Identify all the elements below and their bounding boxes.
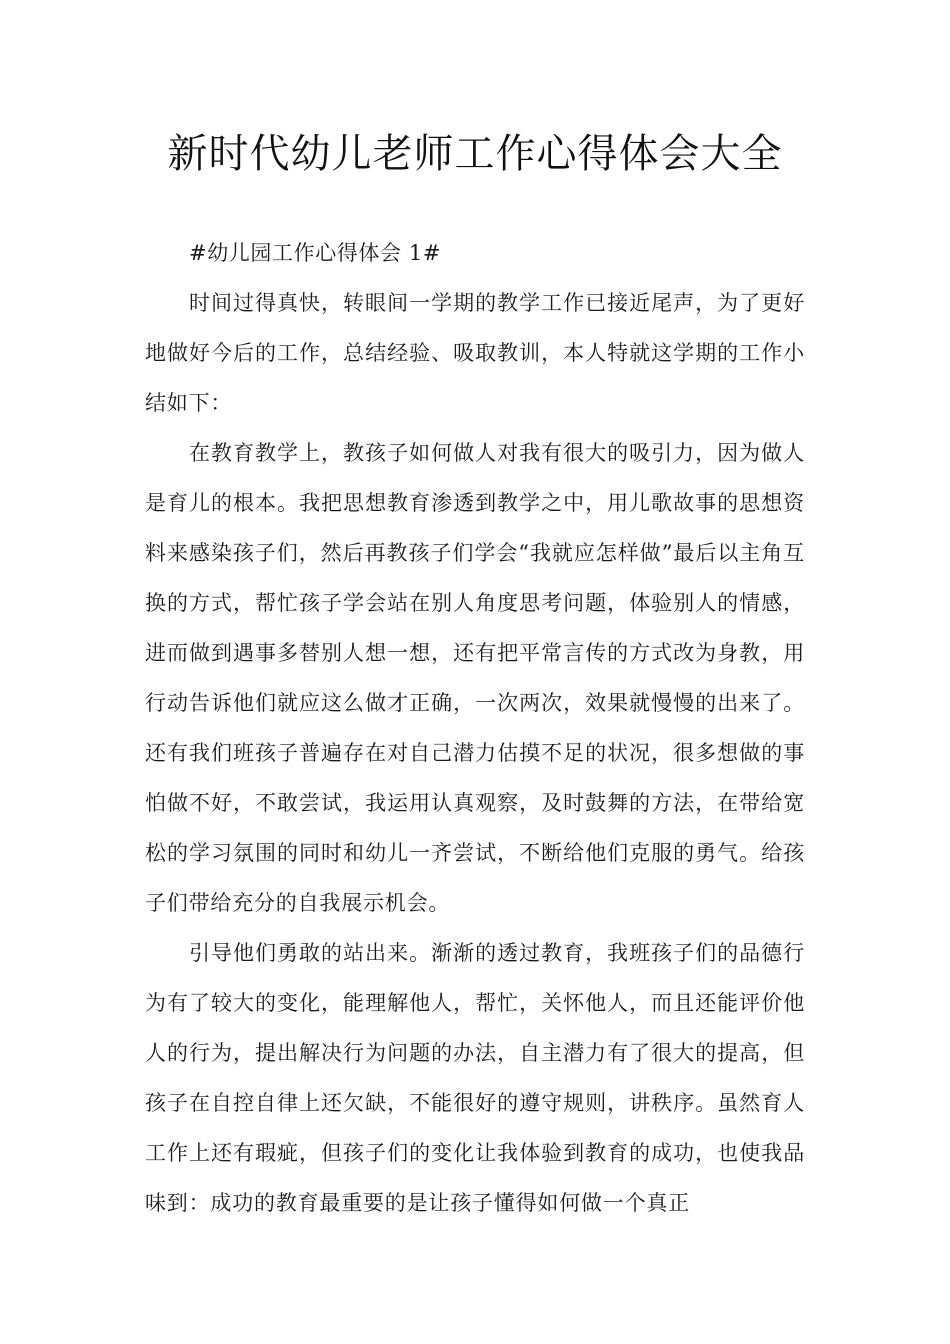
paragraph-3: 引导他们勇敢的站出来。渐渐的透过教育，我班孩子们的品德行为有了较大的变化，能理解他人，帮忙，关怀他人，而且还能评价他人的行为，提出解决行为问题的办法，自主潜力有了很大的提高，但孩子在自控自律上还欠缺，不能很好的遵守规则，讲秩序。虽然育人工作上还有瑕疵，但孩子们的变化让我体验到教育的成功，也使我品味到：成功的教育最重要的是让孩子懂得如何做一个真正 xyxy=(145,941,805,1215)
section-heading: #幼儿园工作心得体会 1# xyxy=(189,241,442,265)
document-body xyxy=(145,228,805,1228)
document-title: 新时代幼儿老师工作心得体会大全 xyxy=(167,131,783,177)
paragraph-2: 在教育教学上，教孩子如何做人对我有很大的吸引力，因为做人是育儿的根本。我把思想教育渗透到教学之中，用儿歌故事的思想资料来感染孩子们，然后再教孩子们学会“我就应怎样做”最后以主角互换的方式，帮忙孩子学会站在别人角度思考问题，体验别人的情感，进而做到遇事多替别人想一想，还有把平常言传的方式改为身教，用行动告诉他们就应这么做才正确，一次两次，效果就慢慢的出来了。还有我们班孩子普遍存在对自己潜力估摸不足的状况，很多想做的事怕做不好，不敢尝试，我运用认真观察，及时鼓舞的方法，在带给宽松的学习氛围的同时和幼儿一齐尝试，不断给他们克服的勇气。给孩子们带给充分的自我展示机会。 xyxy=(145,441,805,915)
paragraph-1: 时间过得真快，转眼间一学期的教学工作已接近尾声，为了更好地做好今后的工作，总结经验、吸取教训，本人特就这学期的工作小结如下： xyxy=(145,291,805,415)
